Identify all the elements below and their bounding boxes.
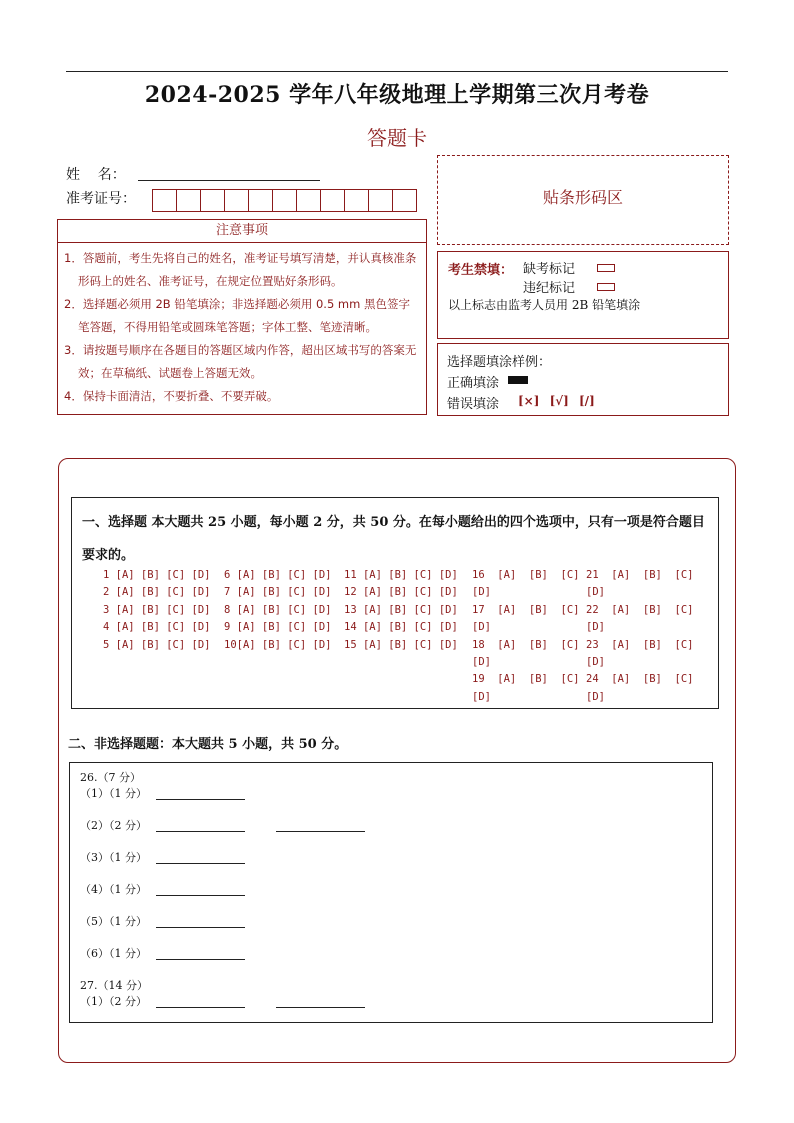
choice-row[interactable]: [D] (586, 690, 605, 703)
exam-id-digit-box[interactable] (176, 189, 201, 212)
answer-line[interactable] (156, 1007, 245, 1008)
answer-line[interactable] (156, 895, 245, 896)
choice-row[interactable]: 7 [A] [B] [C] [D] (224, 586, 332, 599)
notice-item: 3．请按题号顺序在各题目的答题区域内作答，超出区域书写的答案无效；在草稿纸、试题卷上答题无效。 (64, 343, 417, 380)
ban-note: 以上标志由监考人员用 2B 铅笔填涂 (448, 298, 641, 312)
q26-sub-label: （6）（1 分） (80, 947, 147, 960)
choice-row[interactable]: 22 [A] [B] [C] (586, 603, 694, 616)
choice-row[interactable]: 13 [A] [B] [C] [D] (344, 603, 458, 616)
exam-id-digit-box[interactable] (152, 189, 177, 212)
answer-line[interactable] (156, 959, 245, 960)
choice-row[interactable]: 9 [A] [B] [C] [D] (224, 621, 332, 634)
choice-row[interactable]: 16 [A] [B] [C] (472, 569, 580, 581)
choice-row[interactable]: [D] (586, 586, 605, 599)
exam-id-label: 准考证号： (66, 191, 136, 207)
exam-id-digit-box[interactable] (224, 189, 249, 212)
sample-title: 选择题填涂样例： (447, 355, 552, 370)
exam-id-digit-box[interactable] (344, 189, 369, 212)
notice-item: 2．选择题必须用 2B 铅笔填涂；非选择题必须用 0.5 mm 黑色签字笔答题，不得用铅笔或圆珠笔答题；字体工整、笔迹清晰。 (64, 297, 410, 334)
sample-right-label: 正确填涂 (447, 376, 500, 391)
exam-id-digit-box[interactable] (368, 189, 393, 212)
choice-row[interactable]: 1 [A] [B] [C] [D] (103, 569, 211, 581)
section2-box (69, 762, 713, 1023)
answer-line[interactable] (276, 831, 365, 832)
choice-row[interactable]: 5 [A] [B] [C] [D] (103, 638, 211, 651)
choice-row[interactable]: 11 [A] [B] [C] [D] (344, 569, 458, 581)
choice-row[interactable]: 8 [A] [B] [C] [D] (224, 603, 332, 616)
notice-body (57, 242, 427, 415)
top-rule (66, 71, 728, 72)
exam-id-digit-box[interactable] (320, 189, 345, 212)
q26-sub-label: （2）（2 分） (80, 819, 147, 832)
violate-mark-row (523, 277, 615, 296)
q26-sub-label: （1）（1 分） (80, 787, 147, 800)
absent-mark-box[interactable] (597, 264, 615, 272)
answer-line[interactable] (156, 799, 245, 800)
choice-row[interactable]: 6 [A] [B] [C] [D] (224, 569, 332, 581)
answer-line[interactable] (156, 831, 245, 832)
choice-row[interactable]: 14 [A] [B] [C] [D] (344, 621, 458, 634)
page-title: 2024-2025 学年八年级地理上学期第三次月考卷 (144, 82, 650, 108)
answer-line[interactable] (276, 1007, 365, 1008)
choice-row[interactable]: 19 [A] [B] [C] (472, 673, 580, 686)
barcode-area: 贴条形码区 (437, 155, 729, 245)
violate-mark-box[interactable] (597, 283, 615, 291)
choice-row[interactable]: 15 [A] [B] [C] [D] (344, 638, 458, 651)
section1-title: 一、选择题 本大题共 25 小题，每小题 2 分，共 50 分。在每小题给出的四个选项中，只有一项是符合题目要求的。 (82, 515, 705, 563)
exam-id-digit-box[interactable] (248, 189, 273, 212)
notice-title: 注意事项 (57, 219, 427, 243)
exam-id-digit-box[interactable] (272, 189, 297, 212)
ban-title: 考生禁填： (448, 263, 514, 278)
choice-row[interactable]: [D] (586, 656, 605, 668)
question-27-heading: 27.（14 分） (80, 979, 148, 992)
q26-sub-label: （5）（1 分） (80, 915, 147, 928)
q26-sub-label: （4）（1 分） (80, 883, 147, 896)
exam-id-digit-box[interactable] (200, 189, 225, 212)
question-26-heading: 26.（7 分） (80, 771, 141, 784)
notice-item: 1．答题前，考生先将自己的姓名，准考证号填写清楚，并认真核准条形码上的姓名、准考证号，在规定位置贴好条形码。 (64, 251, 417, 288)
exam-id-boxes[interactable] (152, 189, 416, 212)
choice-row[interactable]: 12 [A] [B] [C] [D] (344, 586, 458, 599)
choice-row[interactable]: 24 [A] [B] [C] (586, 673, 694, 686)
choice-row[interactable]: [D] (472, 621, 491, 634)
name-label: 姓 名： (66, 167, 126, 183)
exam-id-digit-box[interactable] (296, 189, 321, 212)
answer-line[interactable] (156, 863, 245, 864)
absent-mark-row (523, 258, 615, 277)
choice-row[interactable]: 18 [A] [B] [C] (472, 638, 580, 651)
choice-row[interactable]: 10[A] [B] [C] [D] (224, 638, 332, 651)
answer-line[interactable] (156, 927, 245, 928)
choice-row[interactable]: [D] (472, 690, 491, 703)
choice-row[interactable]: [D] (472, 656, 491, 668)
absent-mark-label: 缺考标记 (523, 262, 576, 277)
choice-row[interactable]: 23 [A] [B] [C] (586, 638, 694, 651)
choice-row[interactable]: 4 [A] [B] [C] [D] (103, 621, 211, 634)
violate-mark-label: 违纪标记 (523, 281, 576, 296)
choice-row[interactable]: [D] (472, 586, 491, 599)
exam-id-digit-box[interactable] (392, 189, 417, 212)
filled-mark-sample (508, 376, 528, 384)
q27-sub-label: （1）（2 分） (80, 995, 147, 1008)
choice-row[interactable]: 3 [A] [B] [C] [D] (103, 603, 211, 616)
section2-title: 二、非选择题题：本大题共 5 小题，共 50 分。 (68, 737, 348, 752)
choice-row[interactable]: 21 [A] [B] [C] (586, 569, 694, 581)
name-field[interactable] (138, 180, 320, 181)
choice-row[interactable]: 2 [A] [B] [C] [D] (103, 586, 211, 599)
q26-sub-label: （3）（1 分） (80, 851, 147, 864)
page-subtitle: 答题卡 (367, 126, 427, 150)
wrong-marks-sample: [×] [√] [/] (518, 394, 595, 408)
choice-row[interactable]: 17 [A] [B] [C] (472, 603, 580, 616)
notice-item: 4．保持卡面清洁，不要折叠、不要弄破。 (64, 389, 279, 403)
choice-row[interactable]: [D] (586, 621, 605, 634)
sample-wrong-label: 错误填涂 (447, 397, 500, 412)
